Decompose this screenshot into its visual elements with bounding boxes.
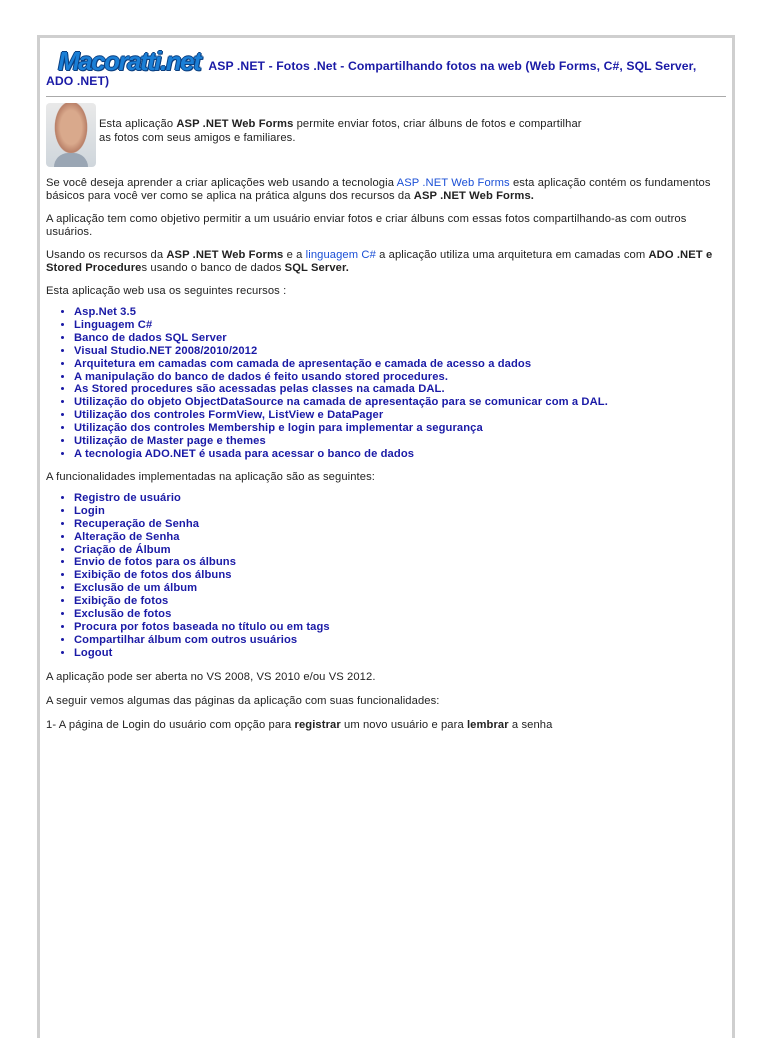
list-item: • Utilização do objeto ObjectDataSource na camada de apresentação para se comunicar com a DAL.	[74, 396, 726, 409]
p8-bold-1: registrar	[294, 718, 341, 731]
list-item: • Logout	[74, 647, 726, 660]
list-item: • A tecnologia ADO.NET é usada para acessar o banco de dados	[74, 448, 726, 461]
list-item: • Banco de dados SQL Server	[74, 332, 726, 345]
list-item: • Utilização dos controles Membership e login para implementar a segurança	[74, 422, 726, 435]
list-item: • Visual Studio.NET 2008/2010/2012	[74, 345, 726, 358]
intro-text	[99, 117, 582, 145]
intro-bold-1: ASP .NET Web Forms	[176, 118, 294, 130]
p1-bold: ASP .NET Web Forms.	[413, 190, 535, 202]
intro-text-3: as fotos com seus amigos e familiares.	[99, 132, 296, 144]
list-item: • As Stored procedures são acessadas pelas classes na camada DAL.	[74, 383, 726, 396]
paragraph-1	[46, 177, 726, 203]
paragraph-6: A aplicação pode ser aberta no VS 2008, VS 2010 e/ou VS 2012.	[46, 670, 376, 683]
p8-text-c: a senha	[508, 718, 553, 731]
list-item: • Registro de usuário	[74, 492, 726, 505]
paragraph-7: A seguir vemos algumas das páginas da aplicação com suas funcionalidades:	[46, 694, 440, 707]
p8-text-b: um novo usuário e para	[340, 718, 467, 731]
list-item: • Exclusão de fotos	[74, 608, 726, 621]
page-frame	[37, 35, 735, 1038]
list-item: • Asp.Net 3.5	[74, 306, 726, 319]
aspnet-webforms-link[interactable]: ASP .NET Web Forms	[396, 177, 510, 189]
paragraph-2: A aplicação tem como objetivo permitir a um usuário enviar fotos e criar álbuns com essas fotos compartilhando-as com outros usuários.	[46, 213, 687, 238]
list-item: • Envio de fotos para os álbuns	[74, 556, 726, 569]
intro-section	[46, 103, 726, 179]
list-item: • Procura por fotos baseada no título ou em tags	[74, 621, 726, 634]
intro-text-2: permite enviar fotos, criar álbuns de fotos e compartilhar	[293, 118, 582, 130]
list-item: • Login	[74, 505, 726, 518]
list-item: • Criação de Álbum	[74, 544, 726, 557]
paragraph-8	[46, 719, 726, 732]
p3-bold-1: ASP .NET Web Forms	[166, 249, 284, 261]
features-list	[46, 492, 726, 660]
list-item: • Compartilhar álbum com outros usuários	[74, 634, 726, 647]
paragraph-5: A funcionalidades implementadas na aplicação são as seguintes:	[46, 470, 375, 483]
list-item: • Utilização de Master page e themes	[74, 435, 726, 448]
site-logo[interactable]: Macoratti.net	[58, 46, 201, 76]
author-photo	[46, 103, 96, 167]
p1-text-b: esta aplicação contém os fundamentos básicos para você ver como se aplica na prática alguns dos recursos da	[46, 177, 711, 202]
list-item: • Arquitetura em camadas com camada de apresentação e camada de acesso a dados	[74, 358, 726, 371]
list-item: • Alteração de Senha	[74, 531, 726, 544]
list-item: • Linguagem C#	[74, 319, 726, 332]
p3-text-d: s usando o banco de dados	[141, 262, 285, 274]
resources-list	[46, 306, 726, 461]
linguagem-csharp-link[interactable]: linguagem C#	[305, 249, 376, 261]
article-header	[46, 48, 726, 89]
list-item: • Recuperação de Senha	[74, 518, 726, 531]
list-item: • Exibição de fotos	[74, 595, 726, 608]
list-item: • A manipulação do banco de dados é feito usando stored procedures.	[74, 371, 726, 384]
p3-text-c: a aplicação utiliza uma arquitetura em camadas com	[375, 249, 649, 261]
p3-bold-3: SQL Server.	[284, 262, 350, 274]
list-item: • Utilização dos controles FormView, ListView e DataPager	[74, 409, 726, 422]
list-item: • Exibição de fotos dos álbuns	[74, 569, 726, 582]
list-item: • Exclusão de um álbum	[74, 582, 726, 595]
p8-text-a: 1- A página de Login do usuário com opção para	[46, 718, 295, 731]
p3-bold-2: ADO .NET e Stored Procedure	[46, 249, 713, 274]
page-title: ASP .NET - Fotos .Net - Compartilhando fotos na web (Web Forms, C#, SQL Server, ADO .NET)	[46, 59, 697, 88]
article-content	[46, 48, 726, 732]
p1-text-a: Se você deseja aprender a criar aplicações web usando a tecnologia	[46, 177, 397, 189]
p3-text-b: e a	[283, 249, 306, 261]
intro-text-1: Esta aplicação	[99, 118, 177, 130]
paragraph-3	[46, 249, 726, 275]
header-divider	[46, 96, 726, 97]
paragraph-4: Esta aplicação web usa os seguintes recursos :	[46, 285, 287, 297]
p3-text-a: Usando os recursos da	[46, 249, 167, 261]
p8-bold-2: lembrar	[466, 718, 509, 731]
